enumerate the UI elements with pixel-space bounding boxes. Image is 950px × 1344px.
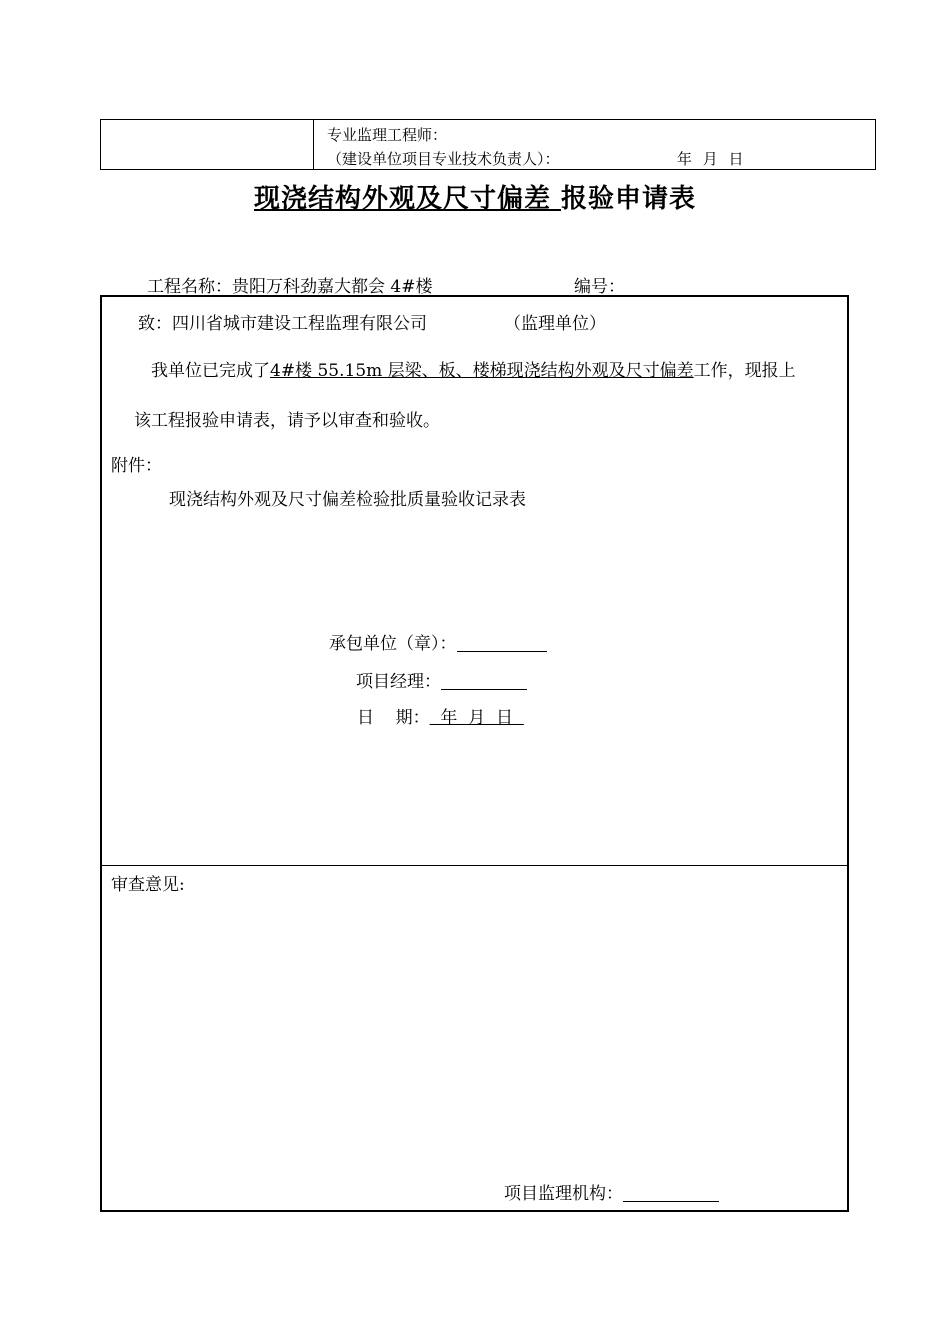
date-value: 年 月 日 [429,708,524,728]
supervision-signature-line [504,1179,719,1204]
para-work-item: 4#楼 55.15m 层梁、板、楼梯现浇结构外观及尺寸偏差 [270,361,694,381]
owner-tech-lead-label: （建设单位项目专业技术负责人）： [327,150,560,168]
supervision-label: 项目监理机构： [504,1184,623,1204]
contractor-label: 承包单位（章）： [329,634,457,654]
attachment-item: 现浇结构外观及尺寸偏差检验批质量验收记录表 [169,490,526,510]
title-underlined-part: 现浇结构外观及尺寸偏差 [253,184,562,214]
contractor-signature-line [329,629,547,654]
top-date-label: 年 月 日 [677,150,744,168]
application-form-box [100,295,849,1212]
para-prefix: 我单位已完成了 [151,361,270,381]
recipient-role: （监理单位） [504,314,606,334]
date-label: 日 期： [357,708,430,728]
supervision-signature-blank [623,1184,719,1202]
para-suffix: 工作，现报上 [693,361,796,381]
date-line [357,703,524,728]
manager-label: 项目经理： [356,672,441,692]
title-rest: 报验申请表 [561,184,697,214]
manager-signature-line [356,667,527,692]
application-paragraph-line2: 该工程报验申请表，请予以审查和验收。 [134,411,440,431]
page-title [0,178,950,215]
recipient-line: 致：四川省城市建设工程监理有限公司 [138,314,427,334]
review-opinion-label: 审查意见: [111,875,185,895]
engineer-label: 专业监理工程师： [327,126,448,144]
manager-signature-blank [441,672,527,690]
document-number-label: 编号： [574,277,625,297]
contractor-signature-blank [457,634,547,652]
top-table-empty-cell [101,120,314,169]
application-paragraph-line1 [151,356,796,381]
attachment-label: 附件： [111,456,162,476]
section-divider [102,865,847,866]
top-signature-table [100,119,876,170]
project-name: 工程名称：贵阳万科劲嘉大都会 4#楼 [147,277,433,297]
